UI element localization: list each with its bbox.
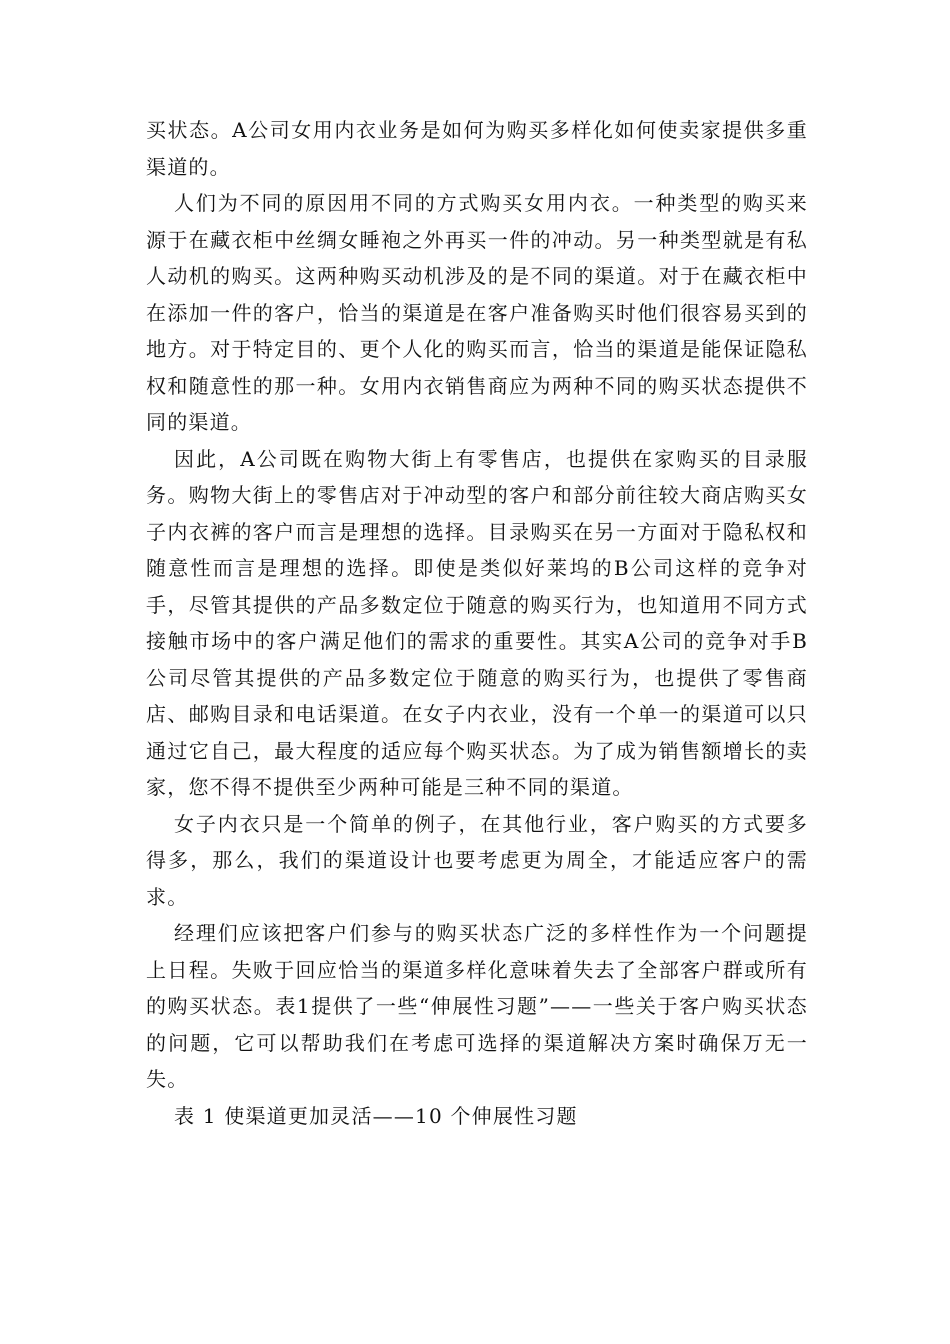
paragraph-1: 买状态。A公司女用内衣业务是如何为购买多样化如何使卖家提供多重渠道的。 — [146, 118, 808, 179]
paragraph-3: 因此，A公司既在购物大街上有零售店，也提供在家购买的目录服务。购物大街上的零售店对于冲动型的客户和部分前往较大商店购买女子内衣裤的客户而言是理想的选择。目录购买在另一方面对于隐私权和随意性而言是理想的选择。即使是类似好莱坞的B公司这样的竞争对手，尽管其提供的产品多数定位于随意的购买行为，也知道用不同方式接触市场中的客户满足他们的需求的重要性。其实A公司的竞争对手B公司尽管其提供的产品多数定位于随意的购买行为，也提供了零售商店、邮购目录和电话渠道。在女子内衣业，没有一个单一的渠道可以只通过它自己，最大程度的适应每个购买状态。为了成为销售额增长的卖家，您不得不提供至少两种可能是三种不同的渠道。 — [146, 446, 808, 799]
table-caption: 表 1 使渠道更加灵活——10 个伸展性习题 — [174, 1103, 578, 1128]
paragraph-5: 经理们应该把客户们参与的购买状态广泛的多样性作为一个问题提上日程。失败于回应恰当的渠道多样化意味着失去了全部客户群或所有的购买状态。表1提供了一些“伸展性习题”——一些关于客户购买状态的问题，它可以帮助我们在考虑可选择的渠道解决方案时确保万无一失。 — [146, 921, 808, 1091]
paragraph-4: 女子内衣只是一个简单的例子，在其他行业，客户购买的方式要多得多，那么，我们的渠道设计也要考虑更为周全，才能适应客户的需求。 — [146, 811, 808, 909]
paragraph-2: 人们为不同的原因用不同的方式购买女用内衣。一种类型的购买来源于在藏衣柜中丝绸女睡袍之外再买一件的冲动。另一种类型就是有私人动机的购买。这两种购买动机涉及的是不同的渠道。对于在藏衣柜中在添加一件的客户，恰当的渠道是在客户准备购买时他们很容易买到的地方。对于特定目的、更个人化的购买而言，恰当的渠道是能保证隐私权和随意性的那一种。女用内衣销售商应为两种不同的购买状态提供不同的渠道。 — [146, 191, 808, 434]
document-body — [146, 112, 808, 1134]
